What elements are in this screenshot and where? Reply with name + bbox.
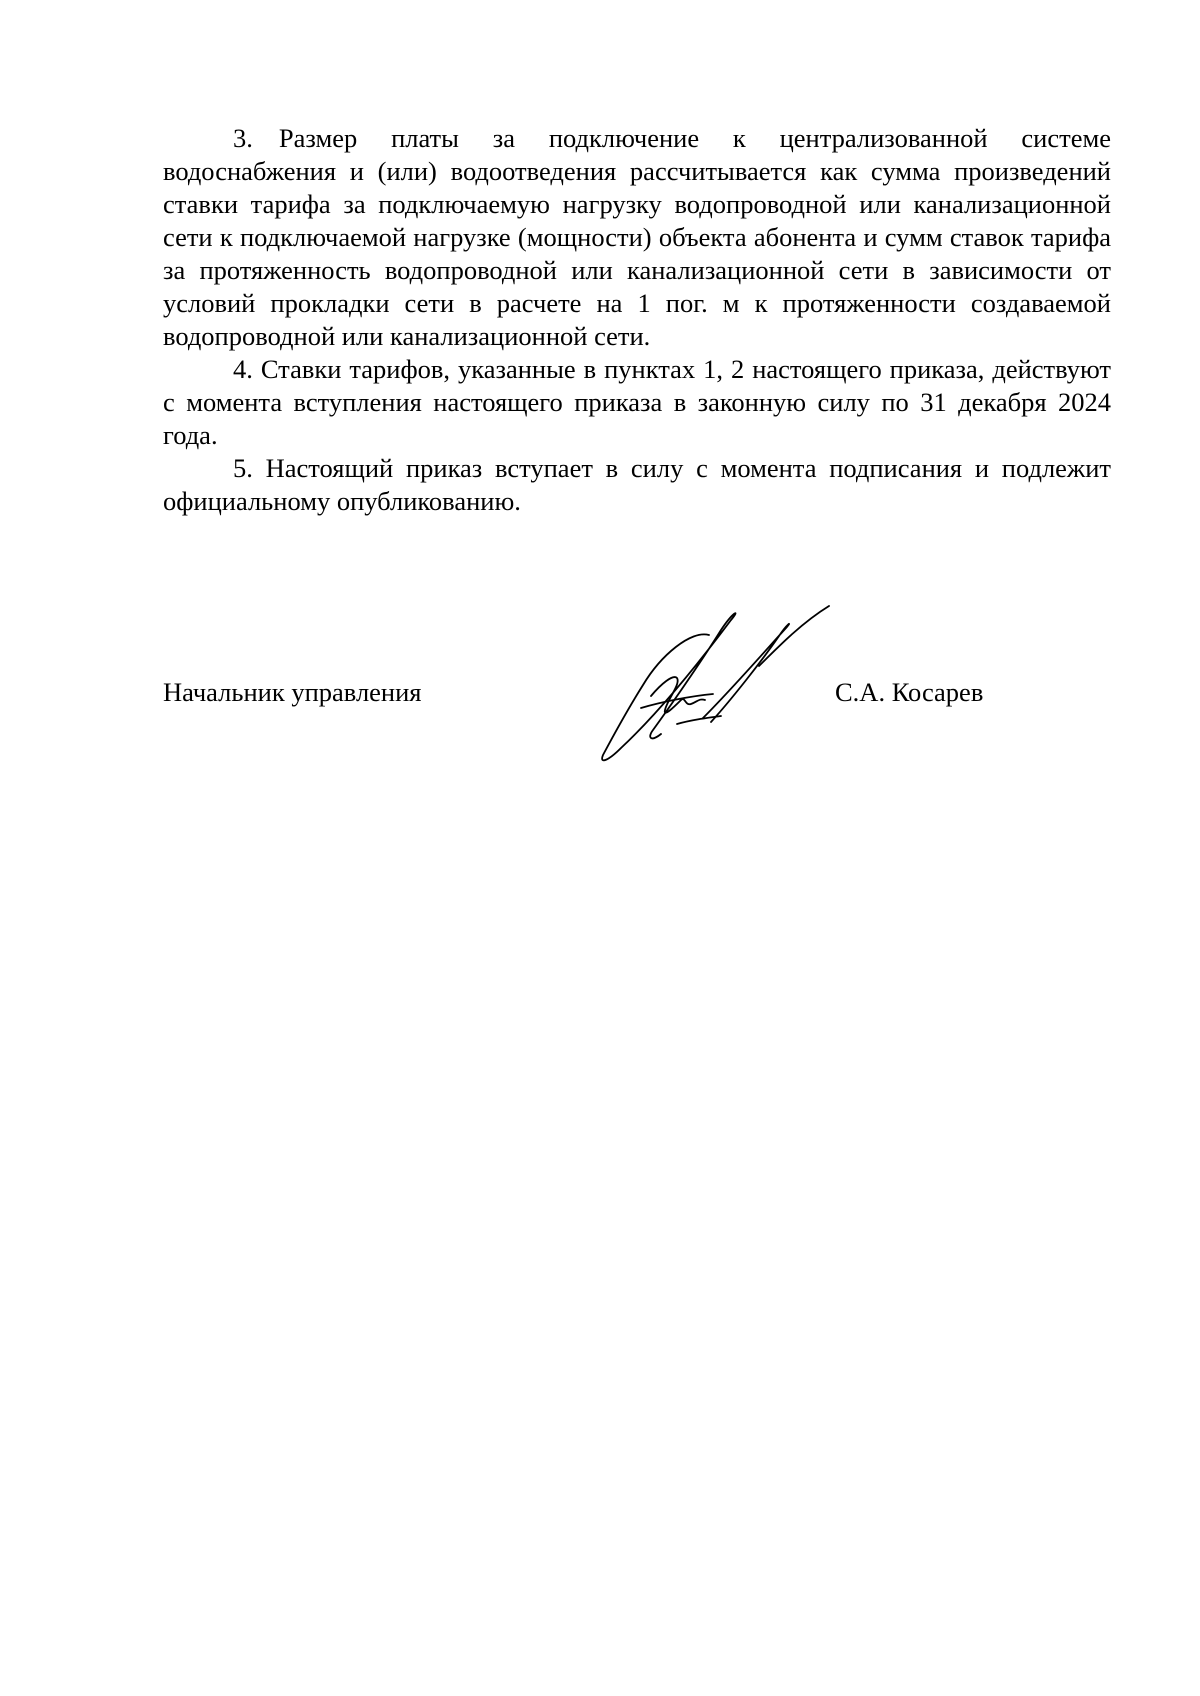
document-body bbox=[163, 122, 1111, 518]
paragraph-4 bbox=[163, 353, 1111, 452]
paragraph-3 bbox=[163, 122, 1111, 353]
signer-name: С.А. Косарев bbox=[835, 677, 984, 707]
paragraph-number: 4. bbox=[233, 354, 253, 384]
paragraph-number: 5. bbox=[233, 453, 253, 483]
handwritten-signature-icon bbox=[581, 600, 861, 770]
paragraph-text: Настоящий приказ вступает в силу с момента подписания и подлежит официальному опубликованию. bbox=[163, 453, 1111, 516]
paragraph-text: Размер платы за подключение к централизованной системе водоснабжения и (или) водоотведения рассчитывается как сумма произведений ставки тарифа за подключаемую нагрузку водопроводной или канализационной сети к подключаемой нагрузке (мощности) объекта абонента и сумм ставок тарифа за протяженность водопроводной или канализационной сети в зависимости от условий прокладки сети в расчете на 1 пог. м к протяженности создаваемой водопроводной или канализационной сети. bbox=[163, 123, 1111, 351]
paragraph-number: 3. bbox=[233, 123, 253, 153]
signature-block bbox=[163, 600, 1111, 780]
paragraph-text: Ставки тарифов, указанные в пунктах 1, 2 настоящего приказа, действуют с момента вступления настоящего приказа в законную силу по 31 декабря 2024 года. bbox=[163, 354, 1112, 450]
paragraph-5 bbox=[163, 452, 1111, 518]
position-title: Начальник управления bbox=[163, 677, 422, 707]
